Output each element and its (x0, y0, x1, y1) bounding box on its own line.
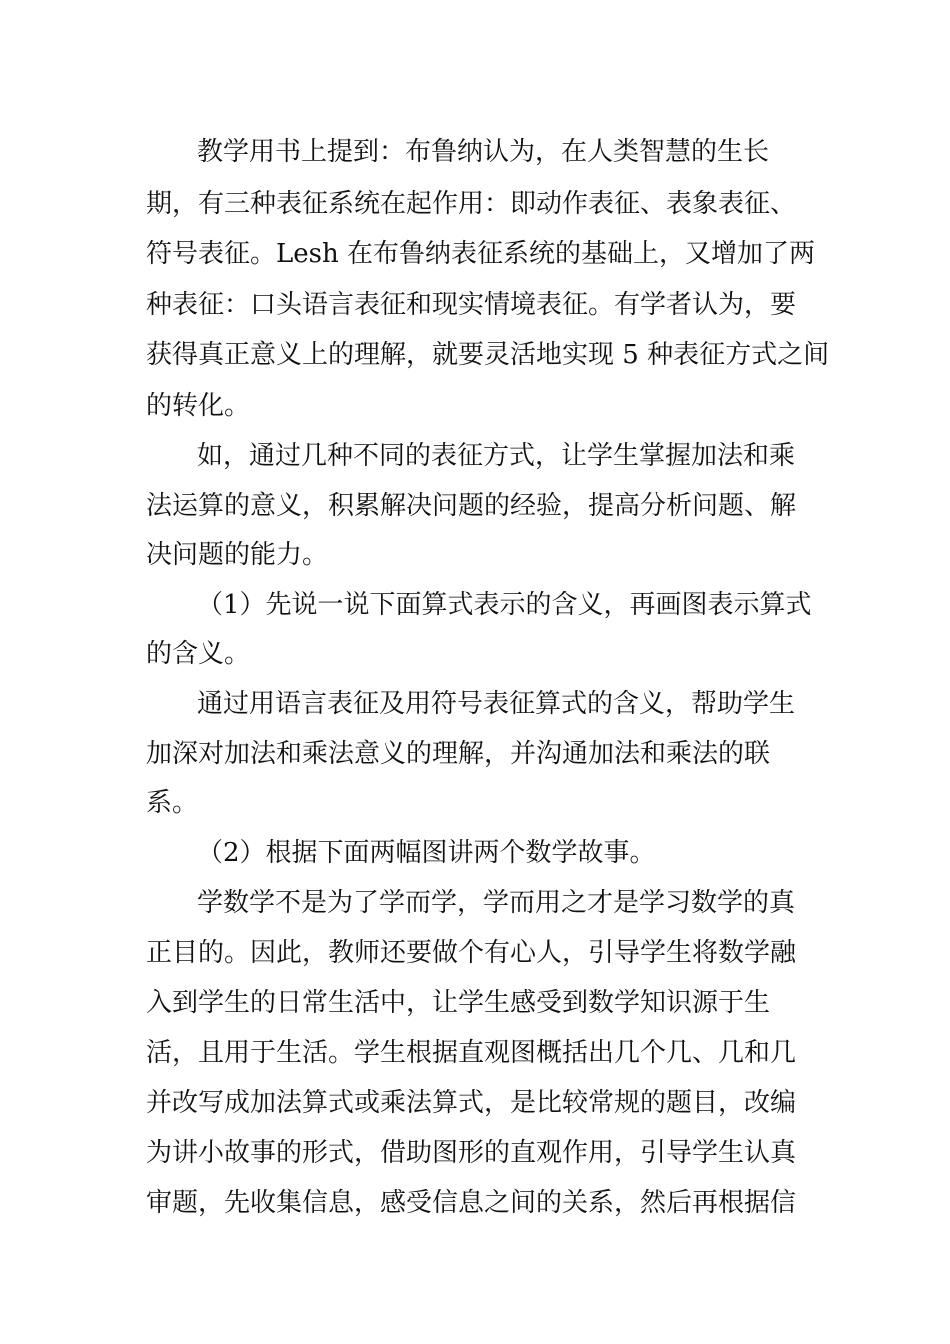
paragraph-3-line-2: 的含义。 (146, 639, 251, 669)
paragraph-4-line-1: 通过用语言表征及用符号表征算式的含义，帮助学生 (197, 689, 796, 719)
paragraph-1-line-6: 的转化。 (146, 391, 251, 421)
paragraph-5-line-1: （2）根据下面两幅图讲两个数学故事。 (197, 838, 656, 868)
paragraph-6-line-2: 正目的。因此，教师还要做个有心人，引导学生将数学融 (146, 938, 797, 968)
paragraph-1-line-1: 教学用书上提到：布鲁纳认为，在人类智慧的生长 (197, 137, 770, 167)
paragraph-1-line-3: 符号表征。Lesh 在布鲁纳表征系统的基础上，又增加了两 (146, 239, 816, 269)
paragraph-6-line-1: 学数学不是为了学而学，学而用之才是学习数学的真 (197, 888, 796, 918)
paragraph-3-line-1: （1）先说一说下面算式表示的含义，再画图表示算式 (197, 590, 812, 620)
paragraph-2-line-1: 如，通过几种不同的表征方式，让学生掌握加法和乘 (197, 441, 796, 471)
paragraph-6-line-6: 为讲小故事的形式，借助图形的直观作用，引导学生认真 (146, 1138, 797, 1168)
paragraph-2-line-3: 决问题的能力。 (146, 540, 329, 570)
paragraph-1-line-2: 期，有三种表征系统在起作用：即动作表征、表象表征、 (146, 189, 797, 219)
paragraph-6-line-3: 入到学生的日常生活中，让学生感受到数学知识源于生 (146, 988, 771, 1018)
paragraph-2-line-2: 法运算的意义，积累解决问题的经验，提高分析问题、解 (146, 491, 797, 521)
paragraph-6-line-7: 审题，先收集信息，感受信息之间的关系，然后再根据信 (146, 1188, 797, 1218)
paragraph-1-line-4: 种表征：口头语言表征和现实情境表征。有学者认为，要 (146, 290, 797, 320)
paragraph-6-line-5: 并改写成加法算式或乘法算式，是比较常规的题目，改编 (146, 1088, 797, 1118)
paragraph-4-line-2: 加深对加法和乘法意义的理解，并沟通加法和乘法的联 (146, 739, 771, 769)
paragraph-6-line-4: 活，且用于生活。学生根据直观图概括出几个几、几和几 (146, 1038, 797, 1068)
paragraph-4-line-3: 系。 (146, 788, 199, 818)
paragraph-1-line-5: 获得真正意义上的理解，就要灵活地实现 5 种表征方式之间 (146, 340, 830, 370)
